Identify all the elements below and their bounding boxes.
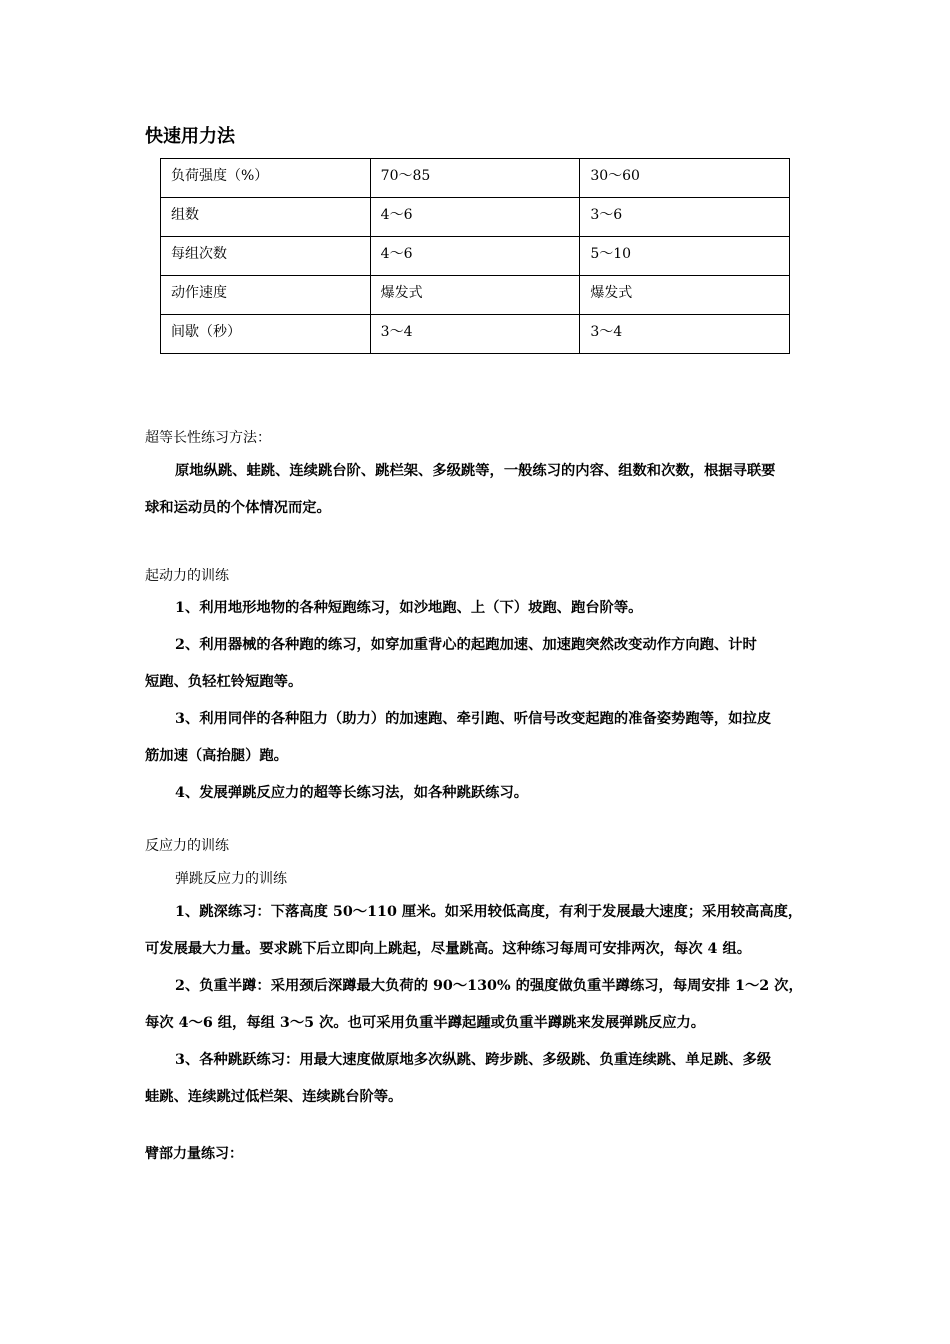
paragraph-line: 球和运动员的个体情况而定。: [145, 500, 331, 516]
table-cell: 30～60: [580, 159, 790, 198]
table-cell: 70～85: [370, 159, 580, 198]
list-item: 2、负重半蹲：采用颈后深蹲最大负荷的 90～130% 的强度做负重半蹲练习，每周安排 1～2 次，: [175, 978, 803, 994]
table-row: [161, 159, 790, 198]
starting-power-list: [145, 590, 817, 812]
table-cell: 爆发式: [580, 276, 790, 315]
table-cell: 3～4: [370, 315, 580, 354]
plyometric-paragraph: [145, 453, 817, 527]
table-cell: 5～10: [580, 237, 790, 276]
list-item-continuation: 可发展最大力量。要求跳下后立即向上跳起，尽量跳高。这种练习每周可安排两次，每次 4 组。: [145, 941, 752, 957]
table-cell: 负荷强度（%）: [161, 159, 371, 198]
table-cell: 4～6: [370, 237, 580, 276]
training-parameter-table: [160, 158, 790, 354]
table-row: [161, 198, 790, 237]
list-item: 1、利用地形地物的各种短跑练习，如沙地跑、上（下）坡跑、跑台阶等。: [175, 600, 643, 616]
table-cell: 间歇（秒）: [161, 315, 371, 354]
table-cell: 爆发式: [370, 276, 580, 315]
list-item-continuation: 每次 4～6 组，每组 3～5 次。也可采用负重半蹲起踵或负重半蹲跳来发展弹跳反应力。: [145, 1015, 706, 1031]
list-item: 2、利用器械的各种跑的练习，如穿加重背心的起跑加速、加速跑突然改变动作方向跑、计时: [175, 637, 757, 653]
table-cell: 3～4: [580, 315, 790, 354]
reactive-power-heading: 反应力的训练: [145, 838, 229, 854]
list-item-continuation: 筋加速（高抬腿）跑。: [145, 748, 288, 764]
table-row: [161, 237, 790, 276]
table-cell: 组数: [161, 198, 371, 237]
list-item-continuation: 短跑、负轻杠铃短跑等。: [145, 674, 303, 690]
table-cell: 每组次数: [161, 237, 371, 276]
reactive-power-list: [145, 894, 817, 1116]
table-cell: 3～6: [580, 198, 790, 237]
table-cell: 动作速度: [161, 276, 371, 315]
arm-strength-heading: 臂部力量练习：: [145, 1146, 243, 1162]
list-item: 4、发展弹跳反应力的超等长练习法，如各种跳跃练习。: [175, 785, 529, 801]
plyometric-heading: 超等长性练习方法：: [145, 430, 271, 446]
starting-power-heading: 起动力的训练: [145, 568, 229, 584]
list-item: 3、利用同伴的各种阻力（助力）的加速跑、牵引跑、听信号改变起跑的准备姿势跑等，如拉皮: [175, 711, 772, 727]
reactive-power-subheading: 弹跳反应力的训练: [175, 871, 287, 887]
section-title: 快速用力法: [145, 126, 235, 147]
list-item-continuation: 蛙跳、连续跳过低栏架、连续跳台阶等。: [145, 1089, 403, 1105]
table-cell: 4～6: [370, 198, 580, 237]
list-item: 3、各种跳跃练习：用最大速度做原地多次纵跳、跨步跳、多级跳、负重连续跳、单足跳、多级: [175, 1052, 772, 1068]
list-item: 1、跳深练习：下落高度 50～110 厘米。如采用较低高度，有利于发展最大速度；采用较高高度，: [175, 904, 803, 920]
paragraph-line: 原地纵跳、蛙跳、连续跳台阶、跳栏架、多级跳等，一般练习的内容、组数和次数，根据寻联要: [175, 463, 776, 479]
table-row: [161, 315, 790, 354]
table-row: [161, 276, 790, 315]
